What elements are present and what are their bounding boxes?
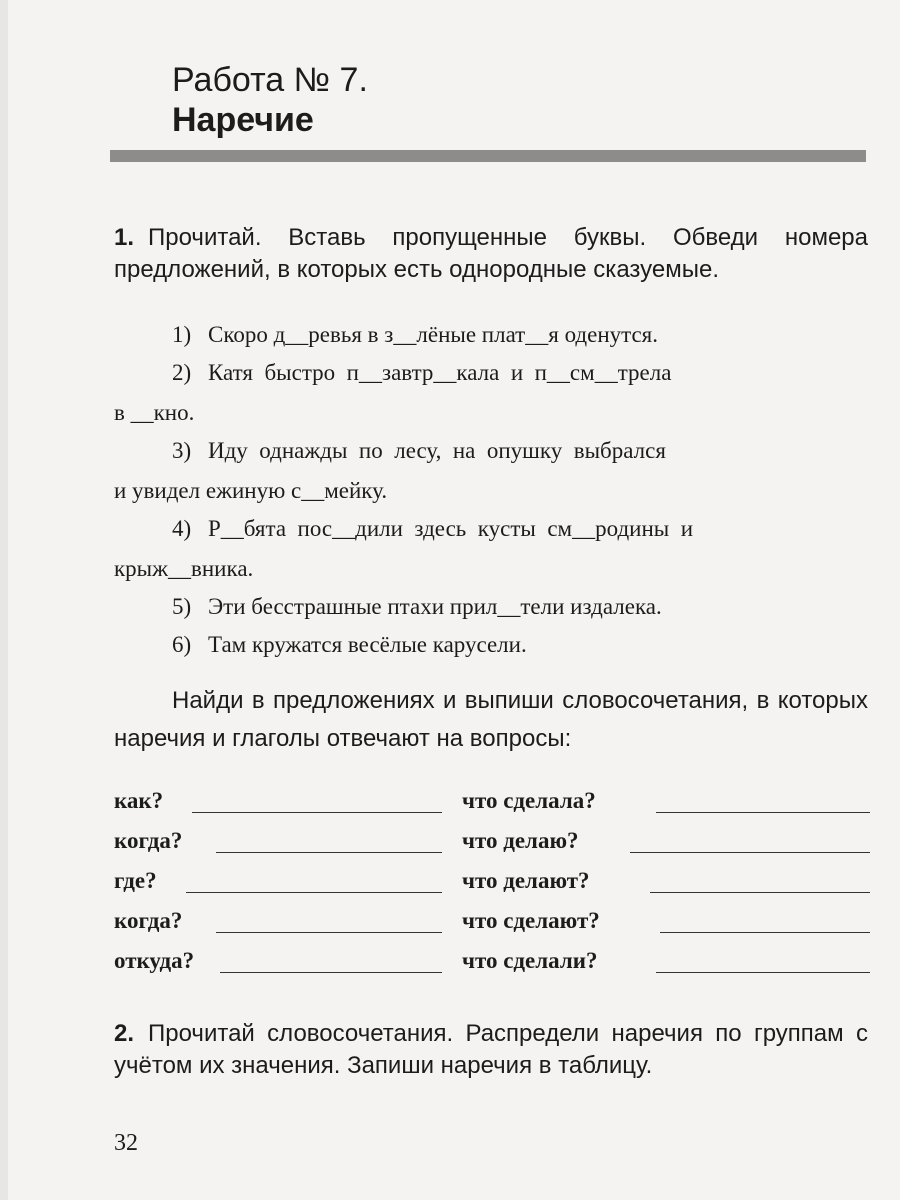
sentence-number: 3) <box>172 438 192 463</box>
task2-text: Прочитай словосочетания. Распредели наречия по группам с учётом их значения. Запиши наречия в таблицу. <box>114 1020 868 1079</box>
question-row <box>114 788 874 820</box>
sentence-number: 2) <box>172 360 192 385</box>
sentence-4 <box>172 516 693 542</box>
question-right: что сделали? <box>462 948 598 973</box>
question-left: когда? <box>114 828 183 853</box>
answer-line[interactable] <box>186 892 442 893</box>
question-left: когда? <box>114 908 183 933</box>
page-edge-shadow <box>0 0 8 1200</box>
task1-number: 1. <box>114 224 135 251</box>
sentence-1 <box>172 322 658 348</box>
header-rule <box>110 150 866 162</box>
answer-line[interactable] <box>656 972 870 973</box>
question-right: что сделают? <box>462 908 600 933</box>
instruction-text: Найди в предложениях и выпиши словосочетания, в которых наречия и глаголы отвечают на вопросы: <box>114 687 868 752</box>
work-title: Работа № 7. <box>172 61 368 99</box>
task2-number: 2. <box>114 1020 135 1047</box>
question-left: как? <box>114 788 164 813</box>
sentence-5 <box>172 594 662 620</box>
answer-line[interactable] <box>216 852 442 853</box>
sentence-text: Там кружатся весёлые карусели. <box>208 632 527 657</box>
sentence-text: Скоро д__ревья в з__лёные плат__я оденутся. <box>208 322 658 347</box>
sentence-2 <box>172 360 671 386</box>
sentence-number: 6) <box>172 632 192 657</box>
answer-line[interactable] <box>220 972 442 973</box>
question-left: где? <box>114 868 157 893</box>
question-row <box>114 868 874 900</box>
sentence-text: Р__бята пос__дили здесь кусты см__родины и <box>208 516 694 541</box>
question-right: что делают? <box>462 868 590 893</box>
sentence-number: 4) <box>172 516 192 541</box>
sentence-4-cont: крыж__вника. <box>114 556 254 581</box>
task2-heading <box>114 1018 868 1082</box>
sentence-text: Эти бесстрашные птахи прил__тели издалека. <box>208 594 662 619</box>
task1-instruction <box>114 682 868 758</box>
answer-line[interactable] <box>656 812 870 813</box>
sentence-text: Катя быстро п__завтр__кала и п__см__трела <box>208 360 672 385</box>
task1-text: Прочитай. Вставь пропущенные буквы. Обведи номера предложений, в которых есть однородные сказуемые. <box>114 224 868 283</box>
answer-line[interactable] <box>660 932 870 933</box>
answer-line[interactable] <box>650 892 870 893</box>
question-left: откуда? <box>114 948 195 973</box>
sentence-number: 5) <box>172 594 192 619</box>
answer-line[interactable] <box>216 932 442 933</box>
sentence-3 <box>172 438 666 464</box>
work-subtitle: Наречие <box>172 101 314 139</box>
sentence-number: 1) <box>172 322 192 347</box>
question-row <box>114 828 874 860</box>
page-number: 32 <box>114 1130 138 1156</box>
sentence-2-cont: в __кно. <box>114 400 195 425</box>
question-right: что сделала? <box>462 788 596 813</box>
sentence-6 <box>172 632 527 658</box>
answer-line[interactable] <box>630 852 870 853</box>
question-row <box>114 908 874 940</box>
task1-heading <box>114 222 868 286</box>
sentence-text: Иду однажды по лесу, на опушку выбрался <box>208 438 666 463</box>
question-row <box>114 948 874 980</box>
question-right: что делаю? <box>462 828 579 853</box>
sentence-3-cont: и увидел ежиную с__мейку. <box>114 478 388 503</box>
answer-line[interactable] <box>192 812 442 813</box>
